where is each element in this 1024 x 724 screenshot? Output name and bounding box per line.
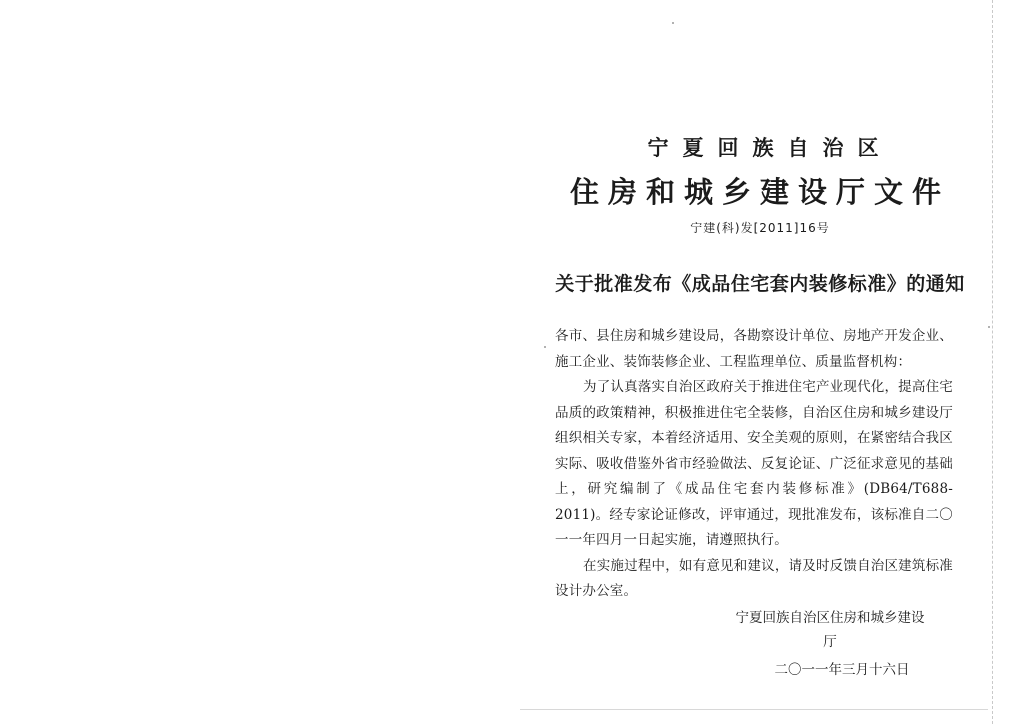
document-page: [550, 0, 970, 724]
notice-body: [555, 324, 953, 605]
signing-date: 二〇一一年三月十六日: [774, 662, 910, 678]
issuer-region: 宁夏回族自治区: [647, 135, 893, 160]
body-paragraph-1: 为了认真落实自治区政府关于推进住宅产业现代化，提高住宅品质的政策精神，积极推进住宅全装修，自治区住房和城乡建设厅组织相关专家，本着经济适用、安全美观的原则，在紧密结合我区实际、吸收借鉴外省市经验做法、反复论证、广泛征求意见的基础上，研究编制了《成品住宅套内装修标准》(DB64/T688-2011)。经专家论证修改，评审通过，现批准发布，该标准自二〇一一年四月一日起实施，请遵照执行。: [555, 379, 953, 548]
document-number: 宁建(科)发[2011]16号: [690, 221, 830, 235]
signature-block: [730, 606, 930, 682]
addressee-line: 各市、县住房和城乡建设局，各勘察设计单位、房地产开发企业、施工企业、装饰装修企业、工程监理单位、质量监督机构：: [555, 328, 953, 370]
issuer-office-heading: 住房和城乡建设厅文件: [569, 175, 950, 209]
scan-speck: [988, 326, 990, 328]
scan-speck: [544, 346, 546, 348]
scan-bottom-edge: [520, 709, 988, 710]
blank-left-page: [0, 0, 510, 724]
notice-title: 关于批准发布《成品住宅套内装修标准》的通知: [555, 273, 965, 295]
signing-organization: 宁夏回族自治区住房和城乡建设厅: [735, 610, 925, 650]
scan-binding-edge: [992, 0, 995, 724]
scan-speck: [672, 22, 674, 24]
body-paragraph-2: 在实施过程中，如有意见和建议，请及时反馈自治区建筑标准设计办公室。: [555, 557, 953, 599]
